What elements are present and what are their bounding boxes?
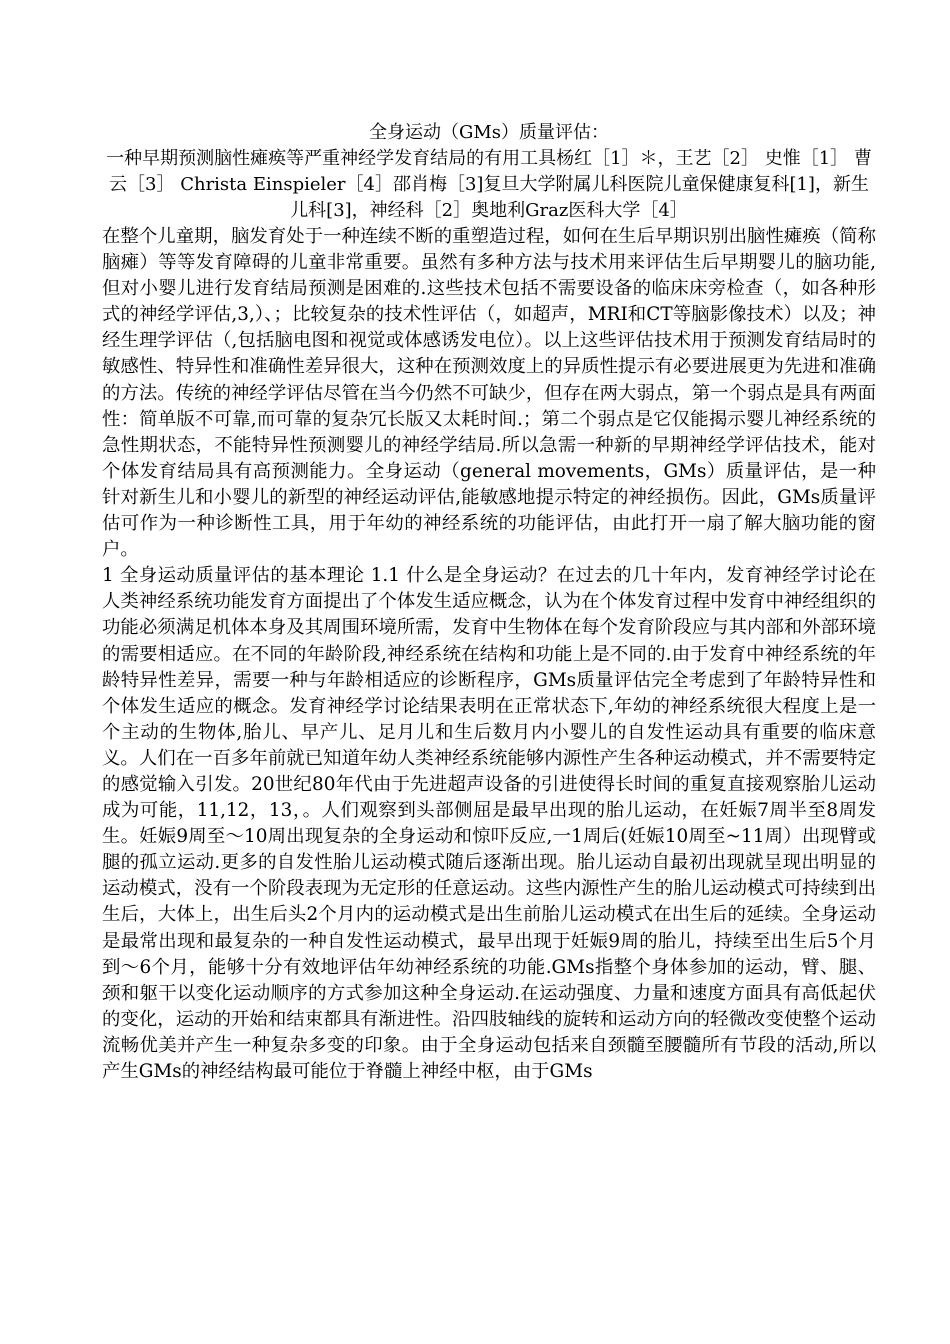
document-subtitle-authors: 一种早期预测脑性瘫痪等严重神经学发育结局的有用工具杨红［1］＊，王艺［2］ 史惟［1］ 曹云［3］ Christa Einspieler［4］邵肖梅［3]复旦大学附属儿科医院儿童保健康复科[1]，新生儿科[3]，神经科［2］奥地利Graz医科大学［4］ [106, 148, 872, 221]
document-title: 全身运动（GMs）质量评估： [368, 122, 610, 143]
paragraph-introduction: 在整个儿童期，脑发育处于一种连续不断的重塑造过程，如何在生后早期识别出脑性瘫痪（简称脑瘫）等等发育障碍的儿童非常重要。虽然有多种方法与技术用来评估生后早期婴儿的脑功能,但对小婴儿进行发育结局预测是困难的.这些技术包括不需要设备的临床床旁检查（，如各种形式的神经学评估,3,）、；比较复杂的技术性评估（，如超声，MRI和CT等脑影像技术）以及；神经生理学评估（,包括脑电图和视觉或体感诱发电位）。以上这些评估技术用于预测发育结局时的敏感性、特异性和准确性差异很大，这种在预测效度上的异质性提示有必要进展更为先进和准确的方法。传统的神经学评估尽管在当今仍然不可缺少，但存在两大弱点，第一个弱点是具有两面性：简单版不可靠,而可靠的复杂冗长版又太耗时间.；第二个弱点是它仅能揭示婴儿神经系统的急性期状态，不能特异性预测婴儿的神经学结局.所以急需一种新的早期神经学评估技术，能对个体发育结局具有高预测能力。全身运动（general movements，GMs）质量评估，是一种针对新生儿和小婴儿的新型的神经运动评估,能敏感地提示特定的神经损伤。因此，GMs质量评估可作为一种诊断性工具，用于年幼的神经系统的功能评估，由此打开一扇了解大脑功能的窗户。 [102, 226, 876, 561]
document-title-block [102, 120, 876, 224]
paragraph-section-1: 1 全身运动质量评估的基本理论 1.1 什么是全身运动？在过去的几十年内，发育神经学讨论在人类神经系统功能发育方面提出了个体发生适应概念，认为在个体发育过程中发育中神经组织的功能必须满足机体本身及其周围环境所需，发育中生物体在每个发育阶段应与其内部和外部环境的需要相适应。在不同的年龄阶段,神经系统在结构和功能上是不同的.由于发育中神经系统的年龄特异性差异，需要一种与年龄相适应的诊断程序，GMs质量评估完全考虑到了年龄特异性和个体发生适应的概念。发育神经学讨论结果表明在正常状态下,年幼的神经系统很大程度上是一个主动的生物体,胎儿、早产儿、足月儿和生后数月内小婴儿的自发性运动具有重要的临床意义。人们在一百多年前就已知道年幼人类神经系统能够内源性产生各种运动模式，并不需要特定的感觉输入引发。20世纪80年代由于先进超声设备的引进使得长时间的重复直接观察胎儿运动成为可能，11,12，13，。人们观察到头部侧屈是最早出现的胎儿运动，在妊娠7周半至8周发生。妊娠9周至～10周出现复杂的全身运动和惊吓反应,一1周后(妊娠10周至~11周）出现臂或腿的孤立运动.更多的自发性胎儿运动模式随后逐渐出现。胎儿运动自最初出现就呈现出明显的运动模式，没有一个阶段表现为无定形的任意运动。这些内源性产生的胎儿运动模式可持续到出生后，大体上，出生后头2个月内的运动模式是出生前胎儿运动模式在出生后的延续。全身运动是最常出现和最复杂的一种自发性运动模式，最早出现于妊娠9周的胎儿，持续至出生后5个月到～6个月，能够十分有效地评估年幼神经系统的功能.GMs指整个身体参加的运动，臂、腿、颈和躯干以变化运动顺序的方式参加这种全身运动.在运动强度、力量和速度方面具有高低起伏的变化，运动的开始和结束都具有渐进性。沿四肢轴线的旋转和运动方向的轻微改变使整个运动流畅优美并产生一种复杂多变的印象。由于全身运动包括来自颈髓至腰髓所有节段的活动,所以产生GMs的神经结构最可能位于脊髓上神经中枢，由于GMs [102, 565, 876, 1082]
document-body [102, 224, 876, 1085]
document-page [102, 120, 876, 1085]
